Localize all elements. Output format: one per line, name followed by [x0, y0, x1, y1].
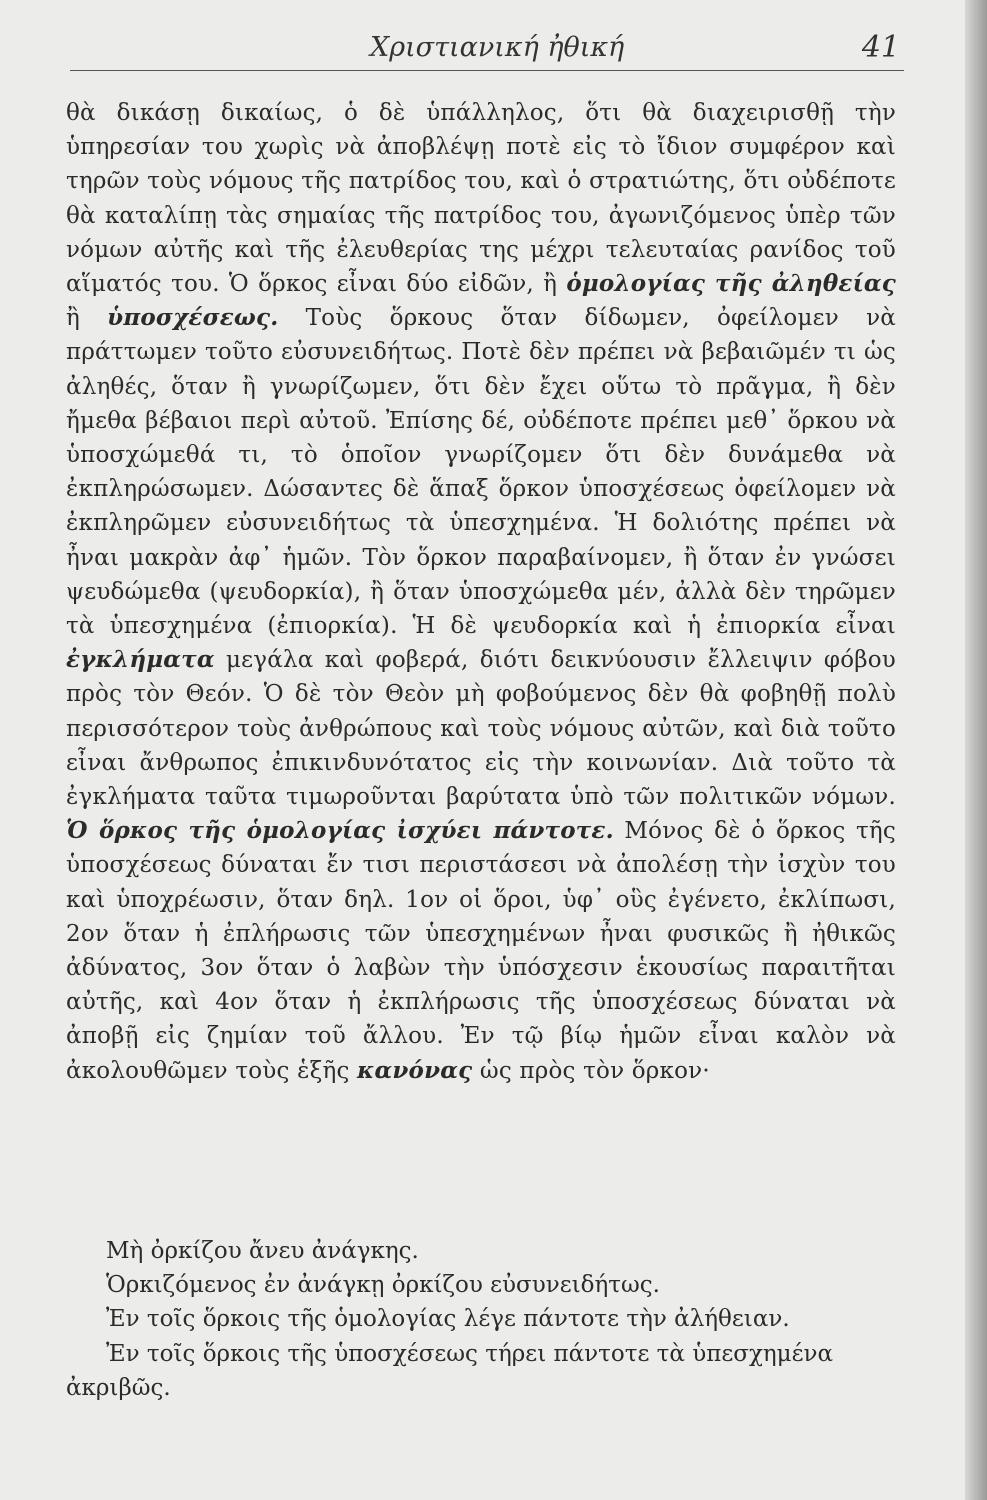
text-segment: ἢ [66, 305, 108, 332]
running-header [70, 28, 904, 71]
text-segment: Τοὺς ὅρκους ὅταν δίδωμεν, ὀφείλομεν νὰ πράττωμεν τοῦτο εὐσυνειδήτως. Ποτὲ δὲν πρέπει νὰ βεβαιῶμέν τι ὡς ἀληθές, ὅταν ἢ γνωρίζωμεν, ὅτι δὲν ἔχει οὕτω τὸ πρᾶγμα, ἢ δὲν ἤμεθα βέβαιοι περὶ αὐτοῦ. Ἐπίσης δέ, οὐδέποτε πρέπει μεθ᾽ ὅρκου νὰ ὑποσχώμεθά τι, τὸ ὁποῖον γνωρίζομεν ὅτι δὲν δυνάμεθα νὰ ἐκπληρώσωμεν. Δώσαντες δὲ ἅπαξ ὅρκον ὑποσχέσεως ὀφείλομεν νὰ ἐκπληρῶμεν εὐσυνειδήτως τὰ ὑπεσχημένα. Ἡ δολιότης πρέπει νὰ ἦναι μακρὰν ἀφ᾽ ἡμῶν. Τὸν ὅρκον παραβαίνομεν, ἢ ὅταν ἐν γνώσει ψευδώμεθα (ψευδορκία), ἢ ὅταν ὑποσχώμεθα μέν, ἀλλὰ δὲν τηρῶμεν τὰ ὑπεσχημένα (ἐπιορκία). Ἡ δὲ ψευδορκία καὶ ἡ ἐπιορκία εἶναι [66, 305, 896, 640]
text-segment: Μόνος δὲ ὁ ὅρκος τῆς ὑποσχέσεως δύναται ἔν τισι περιστάσεσι νὰ ἀπολέσῃ τὴν ἰσχὺν του καὶ ὑποχρέωσιν, ὅταν δηλ. 1ον οἱ ὅροι, ὑφ᾽ οὓς ἐγένετο, ἐκλίπωσι, 2ον ὅταν ἡ ἐπλήρωσις τῶν ὑπεσχημένων ἦναι φυσικῶς ἢ ἠθικῶς ἀδύνατος, 3ον ὅταν ὁ λαβὼν τὴν ὑπόσχεσιν ἑκουσίως παραιτῆται αὐτῆς, καὶ 4ον ὅταν ἡ ἐκπλήρωσις τῆς ὑποσχέσεως δύναται νὰ ἀποβῇ εἰς ζημίαν τοῦ ἄλλου. Ἐν τῷ βίῳ ἡμῶν εἶναι καλὸν νὰ ἀκολουθῶμεν τοὺς ἑξῆς [66, 818, 896, 1084]
rules-list [66, 1234, 896, 1405]
emphasis-text: Ὁ ὅρκος τῆς ὁμολογίας ἰσχύει πάντοτε. [66, 817, 614, 845]
text-segment: ὡς πρὸς τὸν ὅρκον· [472, 1057, 710, 1084]
emphasis-text: ὁμολογίας τῆς ἀληθείας [566, 270, 897, 298]
paragraph [66, 96, 896, 1088]
main-paragraph [66, 96, 896, 1088]
page-edge-shadow [965, 0, 987, 1500]
rule-item: Μὴ ὀρκίζου ἄνευ ἀνάγκης. [106, 1238, 419, 1264]
rule-item: Ἐν τοῖς ὅρκοις τῆς ὁμολογίας λέγε πάντοτε τὴν ἀλήθειαν. [106, 1306, 790, 1333]
emphasis-text: ἐγκλήματα [66, 646, 215, 674]
text-segment: μεγάλα καὶ φοβερά, διότι δεικνύουσιν ἔλλειψιν φόβου πρὸς τὸν Θεόν. Ὁ δὲ τὸν Θεὸν μὴ φοβούμενος δὲν θὰ φοβηθῇ πολὺ περισσότερον τοὺς ἀνθρώπους καὶ τοὺς νόμους αὐτῶν, καὶ διὰ τοῦτο εἶναι ἄνθρωπος ἐπικινδυνότατος εἰς τὴν κοινωνίαν. Διὰ τοῦτο τὰ ἐγκλήματα ταῦτα τιμωροῦνται βαρύτατα ὑπὸ τῶν πολιτικῶν νόμων. [66, 647, 896, 811]
running-title: Χριστιανική ἠθική [370, 32, 625, 63]
emphasis-text: ὑποσχέσεως. [107, 304, 279, 332]
text-segment: θὰ δικάσῃ δικαίως, ὁ δὲ ὑπάλληλος, ὅτι θὰ διαχειρισθῇ τὴν ὑπηρεσίαν του χωρὶς νὰ ἀποβλέψῃ ποτὲ εἰς τὸ ἴδιον συμφέρον καὶ τηρῶν τοὺς νόμους τῆς πατρίδος του, καὶ ὁ στρατιώτης, ὅτι οὐδέποτε θὰ καταλίπῃ τὰς σημαίας τῆς πατρίδος του, ἀγωνιζόμενος ὑπὲρ τῶν νόμων αὐτῆς καὶ τῆς ἐλευθερίας της μέχρι τελευταίας ρανίδος τοῦ αἵματός του. Ὁ ὅρκος εἶναι δύο εἰδῶν, ἢ [66, 100, 896, 298]
emphasis-text: κανόνας [357, 1056, 473, 1084]
page-number: 41 [861, 30, 900, 65]
rule-item: Ὁρκιζόμενος ἐν ἀνάγκῃ ὀρκίζου εὐσυνειδήτως. [106, 1272, 660, 1299]
rule-item: Ἐν τοῖς ὅρκοις τῆς ὑποσχέσεως τήρει πάντοτε τὰ ὑπεσχημένα ἀκριβῶς. [66, 1340, 834, 1401]
